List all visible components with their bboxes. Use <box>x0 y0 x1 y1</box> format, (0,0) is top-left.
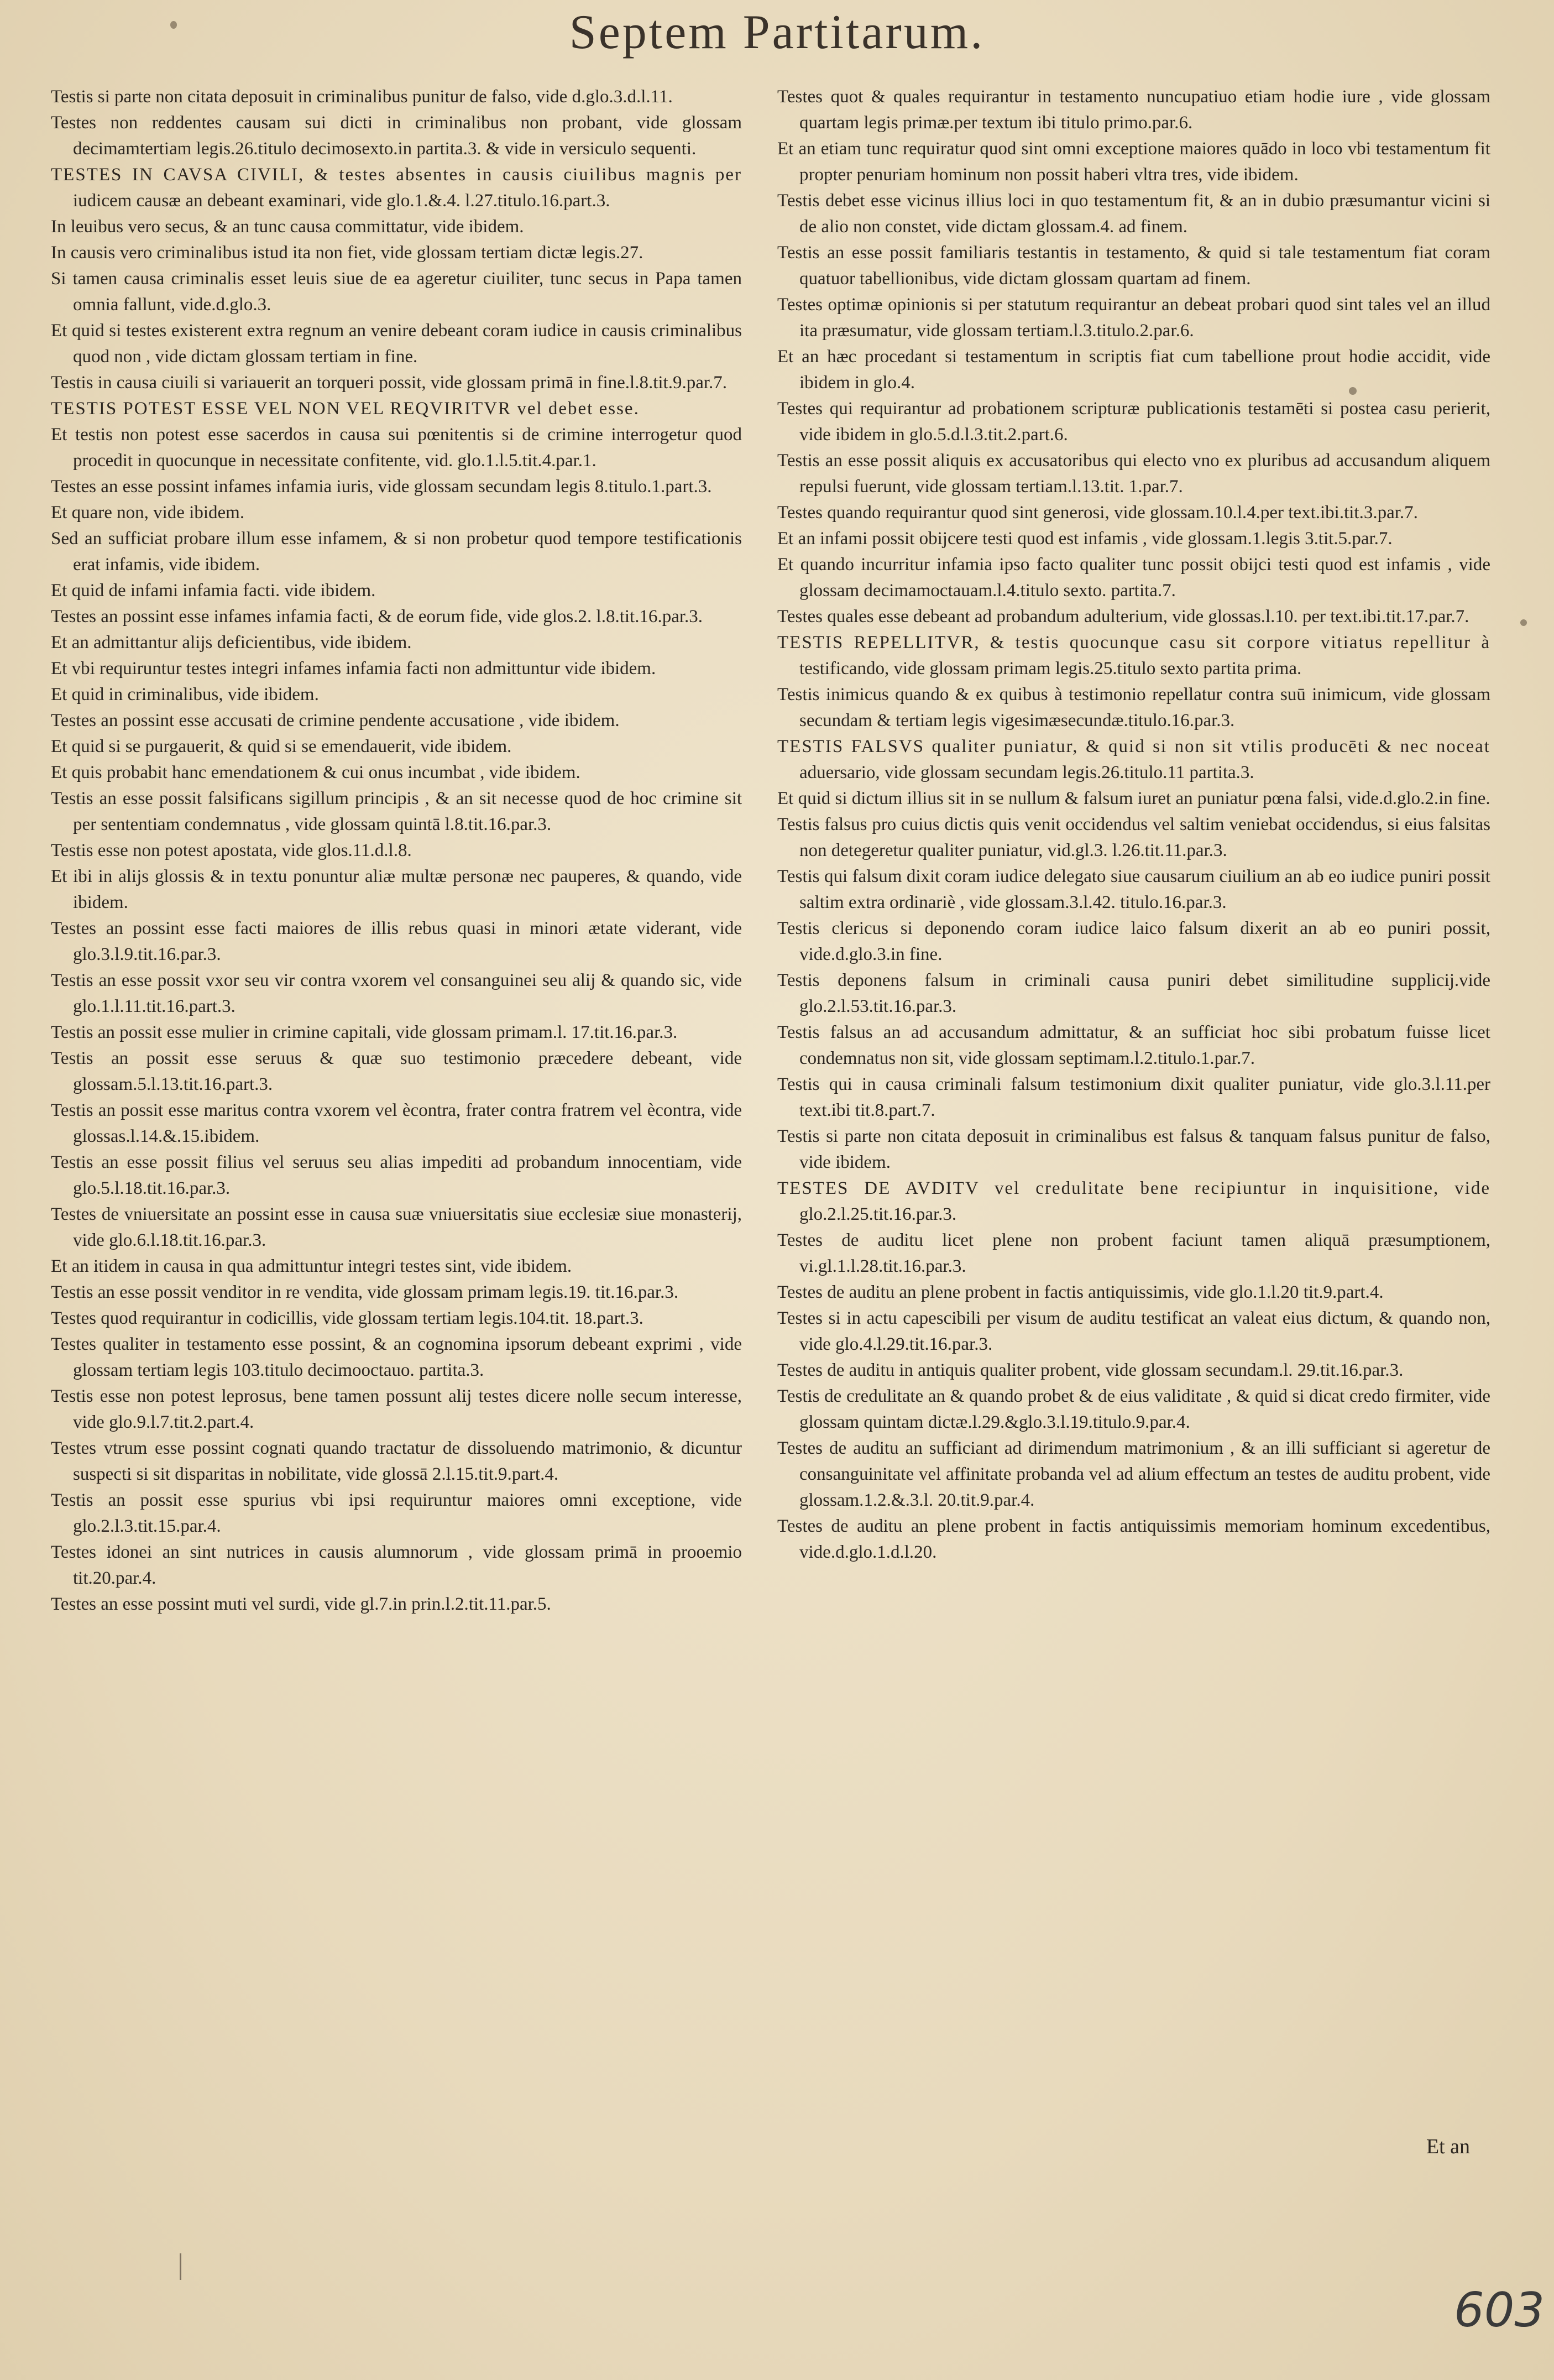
index-entry: Et quid si testes existerent extra regnum an venire debeant coram iudice in causis criminalibus quod non , vide dictam glossam tertiam in fine. <box>51 321 742 367</box>
index-entry: Testes quod requirantur in codicillis, vide glossam tertiam legis.104.tit. 18.part.3. <box>51 1308 643 1328</box>
index-entry: Et vbi requiruntur testes integri infames infamia facti non admittuntur vide ibidem. <box>51 659 656 678</box>
index-entry: Et quid si dictum illius sit in se nullum & falsum iuret an puniatur pœna falsi, vide.d.glo.2.in fine. <box>777 789 1490 808</box>
index-entry: Testis an esse possit familiaris testantis in testamento, & quid si tale testamentum fiat coram quatuor tabellionibus, vide dictam glossam quartam ad finem. <box>777 243 1490 289</box>
index-entry: Et quando incurritur infamia ipso facto qualiter tunc possit obijci testi quod est infamis , vide glossam decimamoctauam.l.4.titulo sexto. partita.7. <box>777 555 1490 601</box>
index-entry: Testis debet esse vicinus illius loci in quo testamentum fit, & an in dubio præsumantur vicini si de alio non constet, vide dictam glossam.4. ad finem. <box>777 191 1490 237</box>
index-entry: Testis an esse possit vxor seu vir contra vxorem vel consanguinei seu alij & quando sic, vide glo.1.l.11.tit.16.part.3. <box>51 970 742 1016</box>
index-entry: Et an hæc procedant si testamentum in scriptis fiat cum tabellione prout hodie accidit, vide ibidem in glo.4. <box>777 347 1490 393</box>
index-entry: Testes an esse possint infames infamia iuris, vide glossam secundam legis 8.titulo.1.part.3. <box>51 477 712 497</box>
index-entry: Testis an esse possit filius vel seruus seu alias impediti ad probandum innocentiam, vide glo.5.l.18.tit.16.par.3. <box>51 1152 742 1198</box>
index-entry: Et quid si se purgauerit, & quid si se emendauerit, vide ibidem. <box>51 737 512 756</box>
index-entry: Testis an esse possit falsificans sigillum principis , & an sit necesse quod de hoc crimine sit per sententiam condemnatus , vide glossam quintā l.8.tit.16.par.3. <box>51 789 742 834</box>
index-entry: Testis an esse possit venditor in re vendita, vide glossam primam legis.19. tit.16.par.3. <box>51 1282 679 1302</box>
index-entry: Testes optimæ opinionis si per statutum requirantur an debeat probari quod sint tales vel an illud ita præsumatur, vide glossam tertiam.l.3.titulo.2.par.6. <box>777 295 1490 341</box>
index-entry: Sed an sufficiat probare illum esse infamem, & si non probetur quod tempore testificationis erat infamis, vide ibidem. <box>51 529 742 575</box>
index-entry: Testis falsus an ad accusandum admittatur, & an sufficiat hoc sibi probatum fuisse licet condemnatus non sit, vide glossam septimam.l.2.titulo.1.par.7. <box>777 1022 1490 1068</box>
index-entry: Testes quot & quales requirantur in testamento nuncupatiuo etiam hodie iure , vide glossam quartam legis primæ.per textum ibi titulo primo.par.6. <box>777 87 1490 133</box>
index-entry: Testes idonei an sint nutrices in causis alumnorum , vide glossam primā in prooemio tit.20.par.4. <box>51 1542 742 1588</box>
index-entry: Testes de auditu an plene probent in factis antiquissimis memoriam hominum excedentibus, vide.d.glo.1.d.l.20. <box>777 1516 1490 1562</box>
right-column <box>777 84 1490 1565</box>
index-entry: Testis si parte non citata deposuit in criminalibus punitur de falso, vide d.glo.3.d.l.11. <box>51 87 673 107</box>
index-entry: Testis esse non potest apostata, vide glos.11.d.l.8. <box>51 841 412 860</box>
index-entry: Testes vtrum esse possint cognati quando tractatur de dissoluendo matrimonio, & dicuntur suspecti si sit disparitas in nobilitate, vide glossā 2.l.15.tit.9.part.4. <box>51 1438 742 1484</box>
index-entry: Et an etiam tunc requiratur quod sint omni exceptione maiores quādo in loco vbi testamentum fit propter penuriam hominum non possit haberi vltra tres, vide ibidem. <box>777 139 1490 185</box>
left-column <box>51 84 742 1617</box>
index-entry: Et an itidem in causa in qua admittuntur integri testes sint, vide ibidem. <box>51 1256 572 1276</box>
margin-mark <box>180 2253 181 2280</box>
index-entry: Testes de auditu an plene probent in factis antiquissimis, vide glo.1.l.20 tit.9.part.4. <box>777 1282 1384 1302</box>
index-entry: Testis qui falsum dixit coram iudice delegato siue causarum ciuilium an ab eo iudice puniri possit saltim extra ordinariè , vide glossam.3.l.42. titulo.16.par.3. <box>777 867 1490 912</box>
index-entry: Testis an esse possit aliquis ex accusatoribus qui electo vno ex pluribus ad accusandum aliquem repulsi fuerunt, vide glossam tertiam.l.13.tit. 1.par.7. <box>777 451 1490 497</box>
index-entry: Testes an esse possint muti vel surdi, vide gl.7.in prin.l.2.tit.11.par.5. <box>51 1594 551 1614</box>
index-entry: Testes quando requirantur quod sint generosi, vide glossam.10.l.4.per text.ibi.tit.3.par.7. <box>777 503 1418 523</box>
index-entry: Testis an possit esse spurius vbi ipsi requiruntur maiores omni exceptione, vide glo.2.l.3.tit.15.par.4. <box>51 1490 742 1536</box>
index-entry: Et an admittantur alijs deficientibus, vide ibidem. <box>51 633 412 653</box>
index-entry: Et testis non potest esse sacerdos in causa sui pœnitentis si de crimine interrogetur quod procedit in quocunque in necessitate confitente, vid. glo.1.l.5.tit.4.par.1. <box>51 425 742 471</box>
index-entry: Et quid de infami infamia facti. vide ibidem. <box>51 581 376 601</box>
index-entry: Testes de auditu in antiquis qualiter probent, vide glossam secundam.l. 29.tit.16.par.3. <box>777 1360 1404 1380</box>
index-entry: Testes quales esse debeant ad probandum adulterium, vide glossas.l.10. per text.ibi.tit.17.par.7. <box>777 607 1469 627</box>
index-entry: Testis an possit esse mulier in crimine capitali, vide glossam primam.l. 17.tit.16.par.3. <box>51 1022 678 1042</box>
index-entry: Testis falsus pro cuius dictis quis venit occidendus vel saltim veniebat occidendus, si eius falsitas non detegeretur qualiter puniatur, vid.gl.3. l.26.tit.11.par.3. <box>777 815 1490 860</box>
index-entry: Testis an possit esse maritus contra vxorem vel ècontra, frater contra fratrem vel ècontra, vide glossas.l.14.&.15.ibidem. <box>51 1100 742 1146</box>
index-entry: Testes qui requirantur ad probationem scripturæ publicationis testamēti si postea casu perierit, vide ibidem in glo.5.d.l.3.tit.2.part.6. <box>777 399 1490 445</box>
index-entry: Testes qualiter in testamento esse possint, & an cognomina ipsorum debeant exprimi , vide glossam tertiam legis 103.titulo decimooctauo. partita.3. <box>51 1334 742 1380</box>
index-entry: Testes de auditu an sufficiant ad dirimendum matrimonium , & an illi sufficiant si ageretur de consanguinitate vel affinitate probanda vel ad alium effectum an testes de auditu probent, vide glossam.1.2.&.3.l. 20.tit.9.par.4. <box>777 1438 1490 1510</box>
index-entry: Et quare non, vide ibidem. <box>51 503 245 523</box>
index-entry: Testis esse non potest leprosus, bene tamen possunt alij testes dicere nolle secum interesse, vide glo.9.l.7.tit.2.part.4. <box>51 1386 742 1432</box>
index-heading-entry: TESTIS POTEST ESSE VEL NON VEL REQVIRITVR vel debet esse. <box>51 399 640 419</box>
index-entry: Testis de credulitate an & quando probet & de eius validitate , & quid si dicat credo firmiter, vide glossam quintam dictæ.l.29.&glo.3.l.19.titulo.9.par.4. <box>777 1386 1490 1432</box>
index-entry: Testes si in actu capescibili per visum de auditu testificat an valeat eius dictum, & quando non, vide glo.4.l.29.tit.16.par.3. <box>777 1308 1490 1354</box>
index-heading-entry: TESTIS FALSVS qualiter puniatur, & quid si non sit vtilis producēti & nec noceat aduersario, vide glossam secundam legis.26.titulo.11 partita.3. <box>777 737 1490 782</box>
running-head: Septem Partitarum. <box>569 6 985 59</box>
index-entry: Si tamen causa criminalis esset leuis siue de ea ageretur ciuiliter, tunc secus in Papa tamen omnia fallunt, vide.d.glo.3. <box>51 269 742 315</box>
index-entry: Testis an possit esse seruus & quæ suo testimonio præcedere debeant, vide glossam.5.l.13.tit.16.part.3. <box>51 1048 742 1094</box>
index-entry: In leuibus vero secus, & an tunc causa committatur, vide ibidem. <box>51 217 524 237</box>
index-entry: Et quid in criminalibus, vide ibidem. <box>51 685 319 704</box>
index-entry: Et ibi in alijs glossis & in textu ponuntur aliæ multæ personæ nec pauperes, & quando, vide ibidem. <box>51 867 742 912</box>
index-entry: Testis deponens falsum in criminali causa puniri debet similitudine supplicij.vide glo.2.l.53.tit.16.par.3. <box>777 970 1490 1016</box>
index-entry: Testis clericus si deponendo coram iudice laico falsum dixerit an ab eo puniri possit, vide.d.glo.3.in fine. <box>777 918 1490 964</box>
index-entry: Testis si parte non citata deposuit in criminalibus est falsus & tanquam falsus punitur de falso, vide ibidem. <box>777 1126 1490 1172</box>
index-entry: Testes an possint esse infames infamia facti, & de eorum fide, vide glos.2. l.8.tit.16.par.3. <box>51 607 703 627</box>
index-entry: Testes de auditu licet plene non probent faciunt tamen aliquā præsumptionem, vi.gl.1.l.28.tit.16.par.3. <box>777 1230 1490 1276</box>
index-heading-entry: TESTES DE AVDITV vel credulitate bene recipiuntur in inquisitione, vide glo.2.l.25.tit.16.par.3. <box>777 1178 1490 1224</box>
index-entry: In causis vero criminalibus istud ita non fiet, vide glossam tertiam dictæ legis.27. <box>51 243 643 263</box>
index-heading-entry: TESTIS REPELLITVR, & testis quocunque casu sit corpore vitiatus repellitur à testificando, vide glossam primam legis.25.titulo sexto partita prima. <box>777 633 1490 678</box>
index-entry: Testes de vniuersitate an possint esse in causa suæ vniuersitatis siue ecclesiæ siue monasterij, vide glo.6.l.18.tit.16.par.3. <box>51 1204 742 1250</box>
index-entry: Testes an possint esse facti maiores de illis rebus quasi in minori ætate viderant, vide glo.3.l.9.tit.16.par.3. <box>51 918 742 964</box>
index-entry: Testis qui in causa criminali falsum testimonium dixit qualiter puniatur, vide glo.3.l.11.per text.ibi tit.8.part.7. <box>777 1074 1490 1120</box>
index-heading-entry: TESTES IN CAVSA CIVILI, & testes absentes in causis ciuilibus magnis per iudicem causæ an debeant examinari, vide glo.1.&.4. l.27.titulo.16.part.3. <box>51 165 742 211</box>
catchword: Et an <box>1426 2135 1470 2158</box>
folio-number: 603 <box>1454 2283 1545 2338</box>
index-entry: Et quis probabit hanc emendationem & cui onus incumbat , vide ibidem. <box>51 763 580 782</box>
index-entry: Testis in causa ciuili si variauerit an torqueri possit, vide glossam primā in fine.l.8.tit.9.par.7. <box>51 373 728 393</box>
index-entry: Testes non reddentes causam sui dicti in criminalibus non probant, vide glossam decimamtertiam legis.26.titulo decimosexto.in partita.3. & vide in versiculo sequenti. <box>51 113 742 159</box>
index-entry: Testes an possint esse accusati de crimine pendente accusatione , vide ibidem. <box>51 711 620 730</box>
index-entry: Et an infami possit obijcere testi quod est infamis , vide glossam.1.legis 3.tit.5.par.7. <box>777 529 1393 549</box>
index-entry: Testis inimicus quando & ex quibus à testimonio repellatur contra suū inimicum, vide glossam secundam & tertiam legis vigesimæsecundæ.titulo.16.par.3. <box>777 685 1490 730</box>
ink-spot <box>1520 619 1527 626</box>
